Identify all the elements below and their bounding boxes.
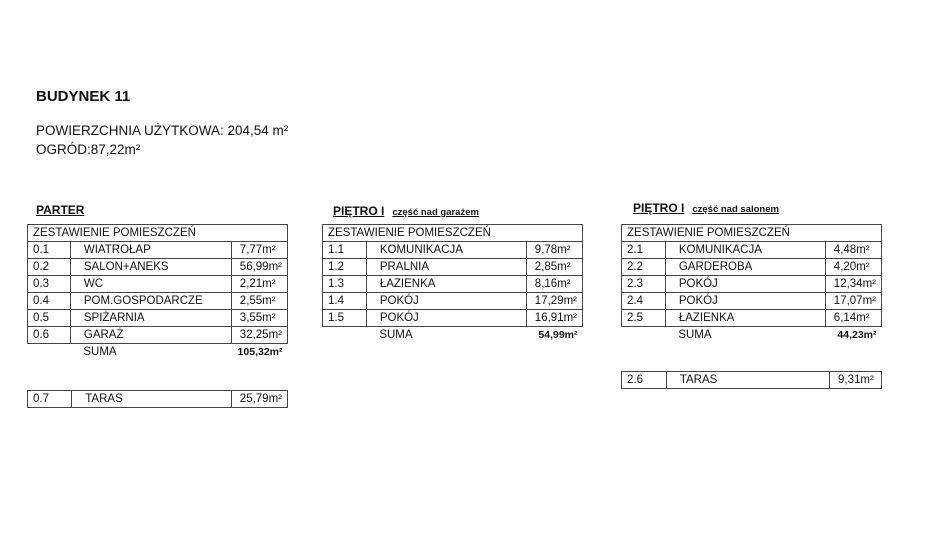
sum-row bbox=[28, 344, 288, 361]
room-name: WIATROŁAP bbox=[70, 242, 231, 259]
room-name: SALON+ANEKS bbox=[70, 259, 231, 276]
table-body-parter bbox=[28, 242, 288, 361]
room-name: ŁAZIENKA bbox=[665, 310, 825, 327]
room-name: ŁAZIENKA bbox=[366, 276, 526, 293]
table-row bbox=[28, 327, 288, 344]
table-row bbox=[28, 391, 288, 408]
table-parter-extra bbox=[27, 390, 288, 408]
room-name: POKÓJ bbox=[665, 276, 825, 293]
room-area: 16,91m² bbox=[526, 310, 582, 327]
room-area: 2,55m² bbox=[231, 293, 287, 310]
table-row bbox=[622, 372, 882, 389]
room-name: WC bbox=[70, 276, 231, 293]
table-row bbox=[622, 293, 882, 310]
usable-area: POWIERZCHNIA UŻYTKOWA: 204,54 m² bbox=[36, 123, 289, 138]
table-row bbox=[28, 276, 288, 293]
room-name: POKÓJ bbox=[366, 310, 526, 327]
table-row bbox=[28, 259, 288, 276]
room-name: TARAS bbox=[72, 391, 232, 408]
room-number: 1.3 bbox=[323, 276, 367, 293]
room-area: 32,25m² bbox=[231, 327, 287, 344]
table-body-pietro-garaz bbox=[323, 242, 583, 344]
room-name: KOMUNIKACJA bbox=[366, 242, 526, 259]
table-body-pietro-salon bbox=[622, 242, 882, 344]
room-name: POM.GOSPODARCZE bbox=[70, 293, 231, 310]
table-row bbox=[28, 293, 288, 310]
room-area: 8,16m² bbox=[526, 276, 582, 293]
room-area: 4,48m² bbox=[825, 242, 881, 259]
sum-value: 105,32m² bbox=[237, 346, 283, 358]
room-number: 1.2 bbox=[323, 259, 367, 276]
room-number: 0.6 bbox=[28, 327, 71, 344]
room-number: 2.6 bbox=[622, 372, 667, 389]
room-area: 56,99m² bbox=[231, 259, 287, 276]
page-title: BUDYNEK 11 bbox=[36, 88, 131, 105]
room-area: 17,07m² bbox=[825, 293, 881, 310]
room-number: 2.5 bbox=[622, 310, 666, 327]
section-title-parter: PARTER bbox=[36, 203, 85, 217]
table-row bbox=[622, 242, 882, 259]
table-row bbox=[28, 310, 288, 327]
room-name: GARAŻ bbox=[70, 327, 231, 344]
section-label: PIĘTRO I bbox=[633, 201, 685, 215]
room-area: 9,31m² bbox=[830, 372, 882, 389]
table-header: ZESTAWIENIE POMIESZCZEŃ bbox=[323, 225, 583, 242]
table-row bbox=[323, 276, 583, 293]
section-title-pietro-salon bbox=[633, 201, 779, 215]
room-number: 1.4 bbox=[323, 293, 367, 310]
sum-row bbox=[323, 327, 583, 344]
room-name: SPIŻARNIA bbox=[70, 310, 231, 327]
table-pietro-salon bbox=[621, 224, 882, 343]
table-header: ZESTAWIENIE POMIESZCZEŃ bbox=[622, 225, 882, 242]
room-name: TARAS bbox=[666, 372, 829, 389]
room-number: 0.5 bbox=[28, 310, 71, 327]
room-number: 2.3 bbox=[622, 276, 666, 293]
room-number: 0.2 bbox=[28, 259, 71, 276]
room-number: 0.3 bbox=[28, 276, 71, 293]
room-name: GARDEROBA bbox=[665, 259, 825, 276]
room-area: 7,77m² bbox=[231, 242, 287, 259]
room-number: 2.2 bbox=[622, 259, 666, 276]
room-name: PRALNIA bbox=[366, 259, 526, 276]
table-row bbox=[323, 310, 583, 327]
sum-label: SUMA bbox=[83, 346, 117, 358]
room-number: 2.4 bbox=[622, 293, 666, 310]
sum-value: 44,23m² bbox=[837, 329, 877, 341]
table-row bbox=[622, 259, 882, 276]
room-area: 4,20m² bbox=[825, 259, 881, 276]
room-area: 25,79m² bbox=[231, 391, 287, 408]
room-number: 1.5 bbox=[323, 310, 367, 327]
room-number: 2.1 bbox=[622, 242, 666, 259]
table-row bbox=[622, 276, 882, 293]
sum-label: SUMA bbox=[379, 329, 413, 341]
room-number: 1.1 bbox=[323, 242, 367, 259]
section-sublabel: część nad salonem bbox=[692, 204, 779, 215]
section-label: PIĘTRO I bbox=[333, 204, 385, 218]
section-title-pietro-garaz bbox=[333, 204, 479, 218]
section-sublabel: część nad garażem bbox=[392, 207, 479, 218]
room-number: 0.7 bbox=[28, 391, 72, 408]
room-area: 2,21m² bbox=[231, 276, 287, 293]
room-area: 3,55m² bbox=[231, 310, 287, 327]
room-area: 9,78m² bbox=[526, 242, 582, 259]
room-area: 2,85m² bbox=[526, 259, 582, 276]
table-row bbox=[323, 293, 583, 310]
room-name: POKÓJ bbox=[366, 293, 526, 310]
table-row bbox=[323, 259, 583, 276]
table-parter bbox=[27, 224, 288, 360]
room-area: 6,14m² bbox=[825, 310, 881, 327]
sum-row bbox=[622, 327, 882, 344]
room-area: 17,29m² bbox=[526, 293, 582, 310]
sum-value: 54,99m² bbox=[538, 329, 578, 341]
room-name: KOMUNIKACJA bbox=[665, 242, 825, 259]
room-number: 0.1 bbox=[28, 242, 71, 259]
table-pietro-salon-extra bbox=[621, 371, 882, 389]
table-pietro-garaz bbox=[322, 224, 583, 343]
table-row bbox=[323, 242, 583, 259]
room-name: POKÓJ bbox=[665, 293, 825, 310]
table-row bbox=[622, 310, 882, 327]
garden-area: OGRÓD:87,22m² bbox=[36, 142, 141, 157]
table-header: ZESTAWIENIE POMIESZCZEŃ bbox=[28, 225, 288, 242]
table-row bbox=[28, 242, 288, 259]
room-number: 0.4 bbox=[28, 293, 71, 310]
room-area: 12,34m² bbox=[825, 276, 881, 293]
sum-label: SUMA bbox=[678, 329, 712, 341]
